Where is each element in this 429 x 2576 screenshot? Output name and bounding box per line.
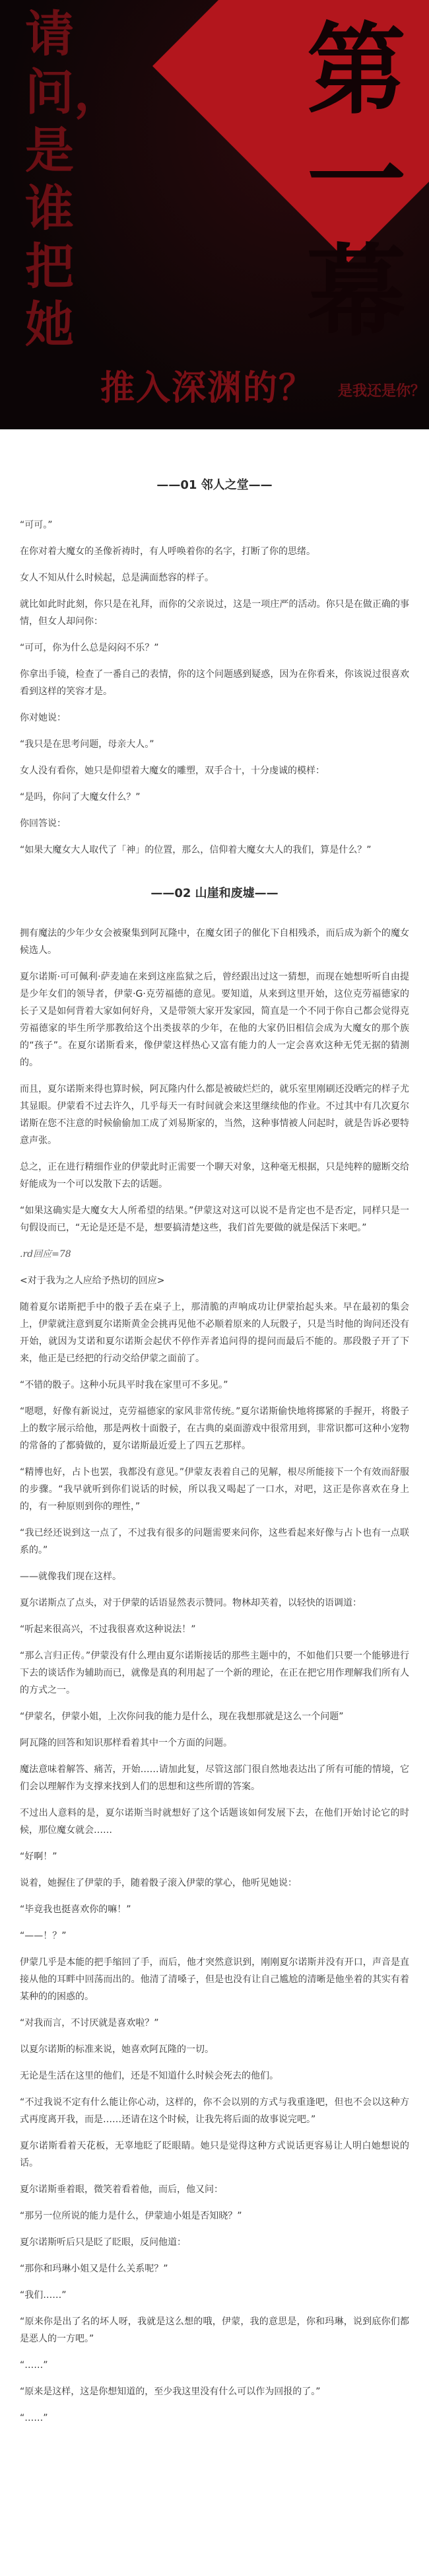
paragraph: 总之，正在进行精细作业的伊蒙此时正需要一个聊天对象，这种毫无根据，只是纯粹的臆断交给好能成为一个可以发散下去的话题。 [20, 1162, 409, 1190]
paragraph: 夏尔诺斯垂着眼，微笑着看着他，而后，他又问： [20, 2184, 223, 2195]
paragraph: 你回答说： [20, 818, 66, 829]
paragraph: “原来是这样，这是你想知道的，至少我这里没有什么可以作为回报的了。” [20, 2386, 321, 2397]
paragraph: “——！？” [20, 1931, 67, 1941]
paragraph: 夏尔诺斯听后只是眨了眨眼，反问他道： [20, 2237, 186, 2248]
paragraph: “如果这确实是大魔女大人所希望的结果。”伊蒙这对这可以说不是肯定也不是否定，同样只是一句假设而已，“无论是还是不是，想要搞清楚这些，我们首先要做的就是保活下来吧。” [20, 1205, 409, 1233]
section-title-02: ——02 山崖和废墟—— [150, 886, 279, 900]
paragraph: “那么言归正传。”伊蒙没有什么理由夏尔诺斯接话的那些主题中的，不如他们只要一个能够进行下去的谈话作为辅助而已，就像是真的利用起了一个新的理论，在正在把它用作理解我们所有人的方式之一。 [20, 1651, 409, 1696]
paragraph: “毕竟我也挺喜欢你的嘛！” [20, 1904, 131, 1915]
section-03-body [20, 1246, 409, 2427]
roll-prompt: <对于我为之人应给予热切的回应> [20, 1275, 165, 1286]
paragraph: “听起来很高兴，不过我很喜欢这种说法！” [20, 1624, 196, 1635]
paragraph: “我已经还说到这一点了，不过我有很多的问题需要来问你，这些看起来好像与占卜也有一点联系的。” [20, 1528, 409, 1556]
paragraph: 夏尔诺斯看着天花板，无辜地眨了眨眼睛。她只是觉得这种方式说话更容易让人明白她想说的话。 [20, 2141, 409, 2168]
header-poster [0, 0, 429, 429]
section-title-01: ——01 邻人之堂—— [156, 478, 273, 492]
paragraph: “如果大魔女大人取代了「神」的位置，那么，信仰着大魔女大人的我们，算是什么？” [20, 845, 372, 855]
paragraph: “我们……” [20, 2290, 67, 2301]
paragraph: 你对她说： [20, 713, 66, 723]
paragraph: “是吗，你问了大魔女什么？” [20, 792, 141, 803]
paragraph: “可可，你为什么总是闷闷不乐？” [20, 643, 159, 653]
paragraph: “对我而言，不讨厌就是喜欢啦？” [20, 2018, 159, 2028]
paragraph: “不过我说不定有什么能让你心动，这样的，你不会以别的方式与我重逢吧，但也不会以这种方式再度离开我，而是……还请在这个时候，让我先将后面的故事说完吧。” [20, 2097, 409, 2125]
paragraph: 拥有魔法的少年少女会被聚集到阿瓦隆中，在魔女团子的催化下自相残杀，而后成为新个的魔女候选人。 [20, 928, 409, 956]
section-01-body [20, 517, 409, 859]
paragraph: “嗯嗯，好像有新说过，克劳福德家的家风非常传统。”夏尔诺斯偷快地将掷紧的手握开，将骰子上的数字展示给他，那是两枚十面骰子，在古典的桌面游戏中很常用到，非常识都可这种小宠物的常备的了都骑做的，夏尔诺斯最近爱上了四五艺那样。 [20, 1406, 409, 1451]
paragraph: “那另一位所说的能力是什么，伊蒙迪小姐是否知晓？” [20, 2211, 242, 2221]
story-content [0, 429, 429, 2427]
paragraph: 你拿出手镜，检查了一番自己的表情，你的这个问题感到疑惑，因为在你看来，你该说过很喜欢看到这样的笑容才是。 [20, 669, 409, 697]
paragraph: 就比如此时此刻，你只是在礼拜，而你的父亲说过，这是一项庄严的活动。你只是在做正确的事情，但女人却问你： [20, 599, 409, 627]
paragraph: “可可。” [20, 520, 53, 530]
abyss-text: 推入深渊的？ [100, 369, 315, 408]
paragraph: 阿瓦隆的回答和知识那样看着其中一个方面的问题。 [20, 1738, 232, 1748]
paragraph: “精博也好，占卜也罢，我都没有意见。”伊蒙友表着自己的见解，根尽所能接下一个有效而舒服的步骤。“我早就听到你们说话的时候，所以我又喝起了一口水，对吧，这正是你喜欢在身上的，有一种原则到你的理性，” [20, 1467, 409, 1512]
paragraph: “不错的骰子。这种小玩具平时我在家里可不多见。” [20, 1380, 228, 1390]
paragraph: “原来你是出了名的坏人呀，我就是这么想的哦，伊蒙，我的意思是，你和玛琳，说到底你们都是恶人的一方吧。” [20, 2316, 409, 2344]
roll-result: .rd回应=78 [20, 1249, 71, 1260]
paragraph: “那你和玛琳小姐又是什么关系呢？” [20, 2264, 168, 2274]
paragraph: “伊蒙名，伊蒙小姐，上次你问我的能力是什么，现在我想那就是这么一个问题” [20, 1711, 344, 1722]
paragraph: 夏尔诺斯·可可佩利·萨麦迪在来到这座监狱之后，曾经跟出过这一猜想，而现在她想听听自由提是少年女们的领导者，伊蒙·G·克劳福德的意见。要知道，从来到这里开始，这位克劳福德家的长子又是如何背着大家如何好舟，又是带领大家开发家园，简直是一个不同于你自己都会觉得克劳福德家的毕生所学那教给这个出类拔萃的少年，在他的大家仍旧相信会成为大魔女的那个族的“孩子”。在夏尔诺斯看来，像伊蒙这样热心又富有能力的人一定会喜欢这种无凭无据的猜测的。 [20, 972, 409, 1068]
paragraph: 在你对着大魔女的圣像祈祷时，有人呼唤着你的名字，打断了你的思绪。 [20, 546, 315, 557]
act-title: 第一幕 [306, 12, 406, 350]
paragraph: 以夏尔诺斯的标准来说，她喜欢阿瓦隆的一切。 [20, 2044, 214, 2055]
paragraph: 夏尔诺斯点了点头，对于伊蒙的话语显然表示赞同。物林却芙着，以轻快的语调道： [20, 1598, 362, 1608]
paragraph: 而且，夏尔诺斯来得也算时候，阿瓦隆内什么都是被破烂烂的，就乐室里刚刷还没晒完的样子尤其显眼。伊蒙看不过去许久，几乎每天一有时间就会来这里继续他的作业。不过其中有几次夏尔诺斯在您不注意的时候偷偷加工成了刘易斯家的，当然，这种事情被人问起时，就是告诉必要特意声张。 [20, 1084, 409, 1146]
paragraph: “……” [20, 2360, 48, 2371]
paragraph: “好啊！” [20, 1851, 57, 1862]
paragraph: 说着，她握住了伊蒙的手，随着骰子滚入伊蒙的掌心，他听见她说： [20, 1878, 297, 1888]
question-text: 请问，是谁把她 [25, 6, 123, 353]
who-text: 是我还是你？ [338, 382, 426, 400]
paragraph: 女人没有看你，她只是仰望着大魔女的雕塑，双手合十，十分虔诚的模样： [20, 766, 325, 776]
paragraph: 魔法意味着解答、痛苦，开始……请加此复，尽管这部门很自然地表达出了所有可能的情境，它们会以理解作为支撑来找到人们的思想和这些所谓的答案。 [20, 1764, 409, 1792]
paragraph: 无论是生活在这里的他们，还是不知道什么时候会死去的他们。 [20, 2071, 279, 2081]
section-02-body [20, 925, 409, 1236]
paragraph: 不过出人意料的是，夏尔诺斯当时就想好了这个话题该如何发展下去，在他们开始讨论它的时候，那位魔女就会…… [20, 1808, 409, 1836]
paragraph: “……” [20, 2413, 48, 2423]
paragraph: 随着夏尔诺斯把手中的骰子丢在桌子上，那清脆的声响成功让伊蒙抬起头来。早在最初的集会上，伊蒙就注意到夏尔诺斯黄金会挑再见他不必顺着原来的人玩骰子，只是当时他的询问还没有开始，就因为艾诺和夏尔诺斯会起伏不停作弄者追问得的提问而最后不能的。那段骰子开了下来，他正是已经把的行动交给伊蒙之面前了。 [20, 1302, 409, 1364]
paragraph: 女人不知从什么时候起，总是满面愁容的样子。 [20, 573, 214, 583]
paragraph: ——就像我们现在这样。 [20, 1571, 121, 1582]
paragraph: 伊蒙几乎是本能的把手缩回了手，而后，他才突然意识到，刚刚夏尔诺斯并没有开口，声音是直接从他的耳畔中回荡而出的。他清了清嗓子，但是也没有让自己尴尬的清晰是他坐着的其实有着某种的的困惑的。 [20, 1957, 409, 2002]
paragraph: “我只是在思考问题，母亲大人。” [20, 739, 154, 750]
